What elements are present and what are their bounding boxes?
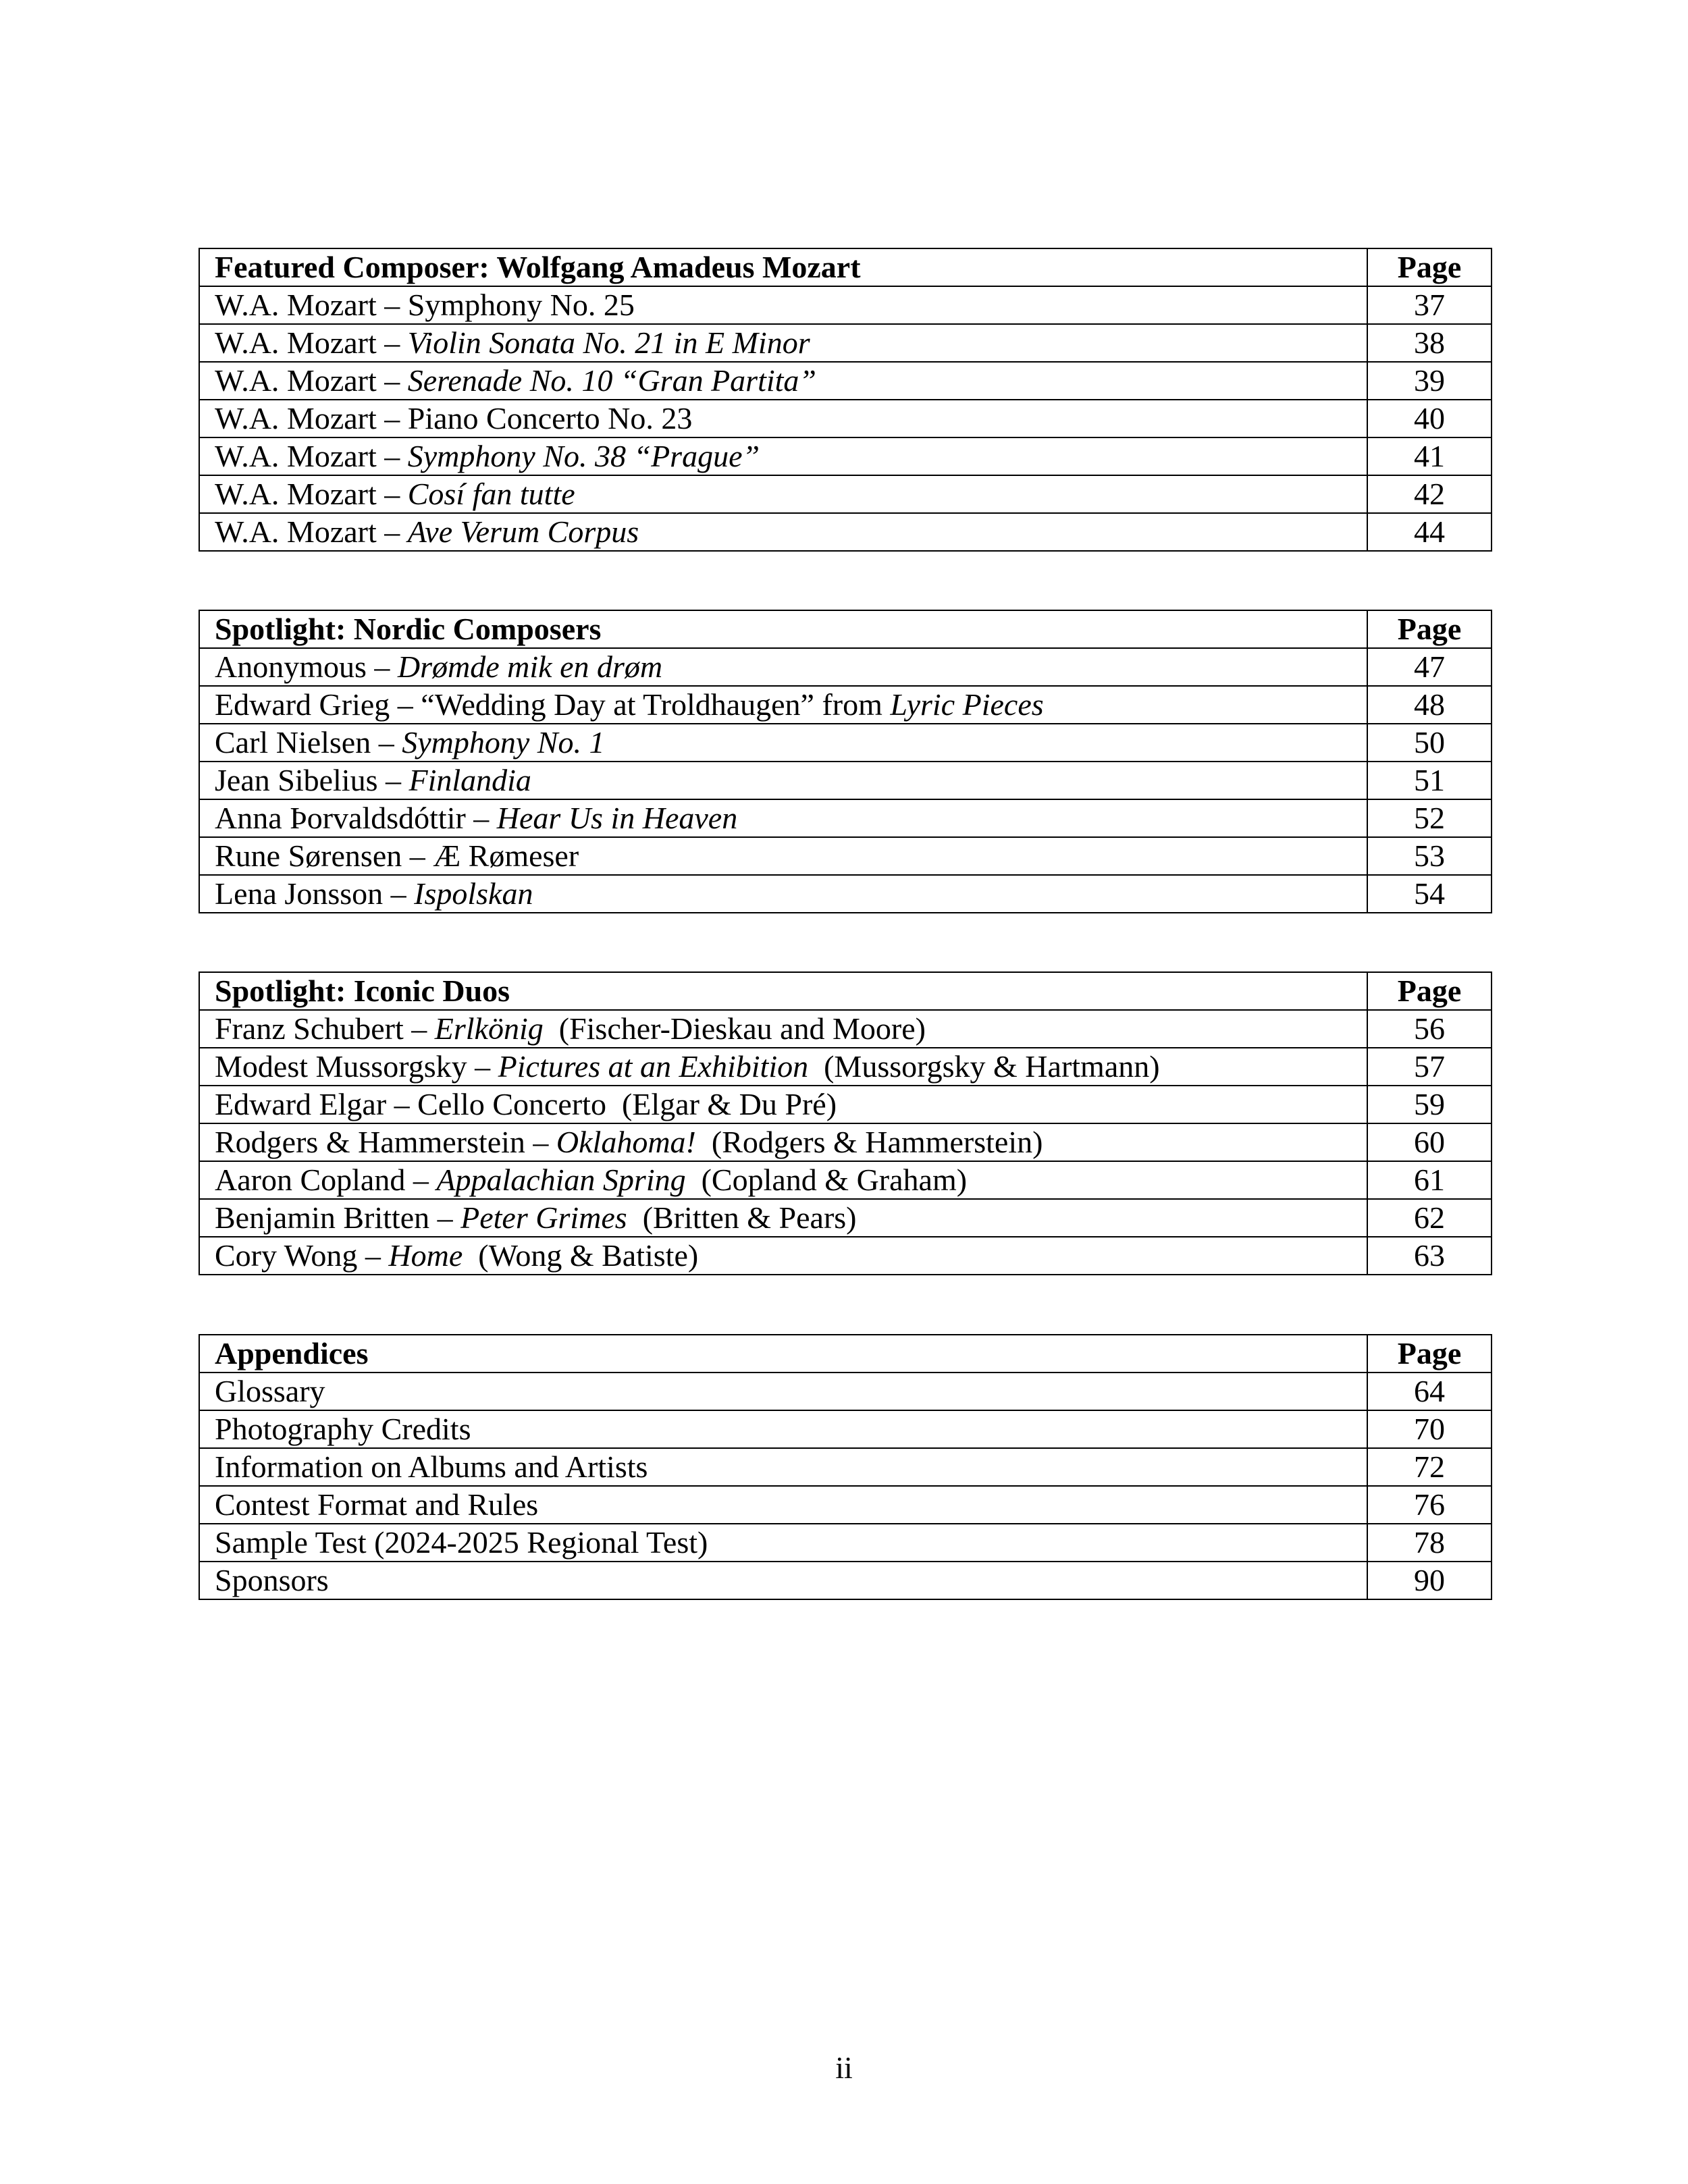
toc-entry-row <box>199 1123 1492 1161</box>
toc-entry-title <box>199 1123 1367 1161</box>
toc-entry-title <box>199 513 1367 551</box>
entry-page-number: 38 <box>1367 324 1492 362</box>
entry-composer: W.A. Mozart – <box>215 477 400 511</box>
entry-work: Home <box>388 1238 463 1273</box>
toc-entry-row <box>199 762 1492 799</box>
entry-composer: Anna Þorvaldsdóttir – <box>215 801 490 835</box>
toc-entry-title <box>199 362 1367 400</box>
entry-composer: Edward Grieg – “Wedding Day at Troldhaugen” from <box>215 687 882 722</box>
entry-page-number: 76 <box>1367 1486 1492 1524</box>
toc-entry-title <box>199 1237 1367 1275</box>
page-column-heading: Page <box>1367 972 1492 1010</box>
toc-entry-row <box>199 648 1492 686</box>
entry-work: Lyric Pieces <box>890 687 1044 722</box>
entry-work: Oklahoma! <box>556 1125 696 1159</box>
toc-entry-row <box>199 475 1492 513</box>
toc-entry-row <box>199 1048 1492 1086</box>
entry-work: Violin Sonata No. 21 in E Minor <box>407 325 810 360</box>
toc-entry-row <box>199 437 1492 475</box>
entry-performers: (Fischer-Dieskau and Moore) <box>558 1011 926 1046</box>
entry-composer: Sample Test (2024-2025 Regional Test) <box>215 1525 708 1560</box>
entry-work: Ave Verum Corpus <box>407 514 639 549</box>
entry-page-number: 63 <box>1367 1237 1492 1275</box>
toc-entry-row <box>199 1086 1492 1123</box>
entry-performers: (Britten & Pears) <box>642 1200 857 1235</box>
entry-page-number: 64 <box>1367 1373 1492 1410</box>
entry-work: Cello Concerto <box>417 1087 606 1121</box>
entry-page-number: 52 <box>1367 799 1492 837</box>
toc-entry-row <box>199 286 1492 324</box>
toc-entry-title <box>199 437 1367 475</box>
entry-composer: Photography Credits <box>215 1412 471 1446</box>
toc-entry-title <box>199 475 1367 513</box>
entry-performers: (Wong & Batiste) <box>478 1238 699 1273</box>
entry-work: Symphony No. 1 <box>402 725 605 760</box>
entry-composer: Modest Mussorgsky – <box>215 1049 491 1084</box>
toc-entry-title <box>199 1048 1367 1086</box>
entry-page-number: 78 <box>1367 1524 1492 1562</box>
entry-work: Serenade No. 10 “Gran Partita” <box>407 363 817 398</box>
entry-page-number: 40 <box>1367 400 1492 437</box>
entry-composer: W.A. Mozart – <box>215 363 400 398</box>
toc-entry-title <box>199 1448 1367 1486</box>
toc-entry-title <box>199 324 1367 362</box>
entry-composer: Glossary <box>215 1374 325 1408</box>
entry-composer: Rune Sørensen – <box>215 838 425 873</box>
toc-entry-title <box>199 724 1367 762</box>
toc-entry-row <box>199 1524 1492 1562</box>
entry-composer: W.A. Mozart – <box>215 401 400 435</box>
toc-entry-title <box>199 1010 1367 1048</box>
section-heading: Spotlight: Nordic Composers <box>199 610 1367 648</box>
section-header-row <box>199 248 1492 286</box>
section-heading: Appendices <box>199 1335 1367 1373</box>
toc-entry-title <box>199 762 1367 799</box>
entry-work: Drømde mik en drøm <box>397 649 663 684</box>
entry-composer: Benjamin Britten – <box>215 1200 453 1235</box>
entry-page-number: 60 <box>1367 1123 1492 1161</box>
entry-page-number: 59 <box>1367 1086 1492 1123</box>
toc-entry-title <box>199 686 1367 724</box>
entry-page-number: 50 <box>1367 724 1492 762</box>
entry-performers: (Elgar & Du Pré) <box>621 1087 837 1121</box>
toc-entry-title <box>199 875 1367 913</box>
entry-work: Appalachian Spring <box>436 1163 686 1197</box>
entry-page-number: 42 <box>1367 475 1492 513</box>
entry-performers: (Copland & Graham) <box>701 1163 968 1197</box>
toc-entry-row <box>199 1237 1492 1275</box>
entry-work: Pictures at an Exhibition <box>498 1049 809 1084</box>
entry-composer: Edward Elgar – <box>215 1087 410 1121</box>
toc-entry-title <box>199 1199 1367 1237</box>
entry-page-number: 54 <box>1367 875 1492 913</box>
toc-entry-row <box>199 1161 1492 1199</box>
entry-composer: Anonymous – <box>215 649 390 684</box>
toc-entry-title <box>199 400 1367 437</box>
toc-entry-row <box>199 875 1492 913</box>
toc-entry-title <box>199 837 1367 875</box>
page-column-heading: Page <box>1367 1335 1492 1373</box>
entry-composer: Jean Sibelius – <box>215 763 401 797</box>
entry-work: Peter Grimes <box>460 1200 627 1235</box>
entry-composer: Sponsors <box>215 1563 329 1597</box>
entry-composer: Contest Format and Rules <box>215 1487 539 1522</box>
toc-entry-title <box>199 1562 1367 1599</box>
toc-entry-title <box>199 1524 1367 1562</box>
entry-work: Erlkönig <box>434 1011 544 1046</box>
toc-entry-title <box>199 1410 1367 1448</box>
toc-entry-row <box>199 324 1492 362</box>
toc-entry-row <box>199 837 1492 875</box>
toc-entry-row <box>199 724 1492 762</box>
entry-performers: (Mussorgsky & Hartmann) <box>824 1049 1160 1084</box>
page-number: ii <box>835 2050 853 2085</box>
section-header-row <box>199 1335 1492 1373</box>
entry-page-number: 39 <box>1367 362 1492 400</box>
toc-entry-row <box>199 1562 1492 1599</box>
toc-entry-title <box>199 1161 1367 1199</box>
entry-work: Symphony No. 38 “Prague” <box>407 439 760 473</box>
entry-page-number: 56 <box>1367 1010 1492 1048</box>
entry-page-number: 70 <box>1367 1410 1492 1448</box>
entry-page-number: 47 <box>1367 648 1492 686</box>
page-column-heading: Page <box>1367 610 1492 648</box>
entry-composer: Cory Wong – <box>215 1238 381 1273</box>
entry-composer: Rodgers & Hammerstein – <box>215 1125 549 1159</box>
entry-page-number: 41 <box>1367 437 1492 475</box>
toc-entry-row <box>199 362 1492 400</box>
toc-section-nordic <box>199 610 1492 913</box>
section-heading: Featured Composer: Wolfgang Amadeus Mozart <box>199 248 1367 286</box>
entry-composer: W.A. Mozart – <box>215 288 400 322</box>
entry-composer: W.A. Mozart – <box>215 514 400 549</box>
toc-section-mozart <box>199 248 1492 552</box>
entry-page-number: 62 <box>1367 1199 1492 1237</box>
entry-composer: W.A. Mozart – <box>215 439 400 473</box>
toc-entry-row <box>199 1486 1492 1524</box>
page-column-heading: Page <box>1367 248 1492 286</box>
entry-performers: (Rodgers & Hammerstein) <box>711 1125 1043 1159</box>
entry-page-number: 90 <box>1367 1562 1492 1599</box>
entry-composer: Lena Jonsson – <box>215 876 406 911</box>
entry-work: Cosí fan tutte <box>407 477 575 511</box>
entry-page-number: 53 <box>1367 837 1492 875</box>
toc-entry-title <box>199 1086 1367 1123</box>
entry-page-number: 51 <box>1367 762 1492 799</box>
section-heading: Spotlight: Iconic Duos <box>199 972 1367 1010</box>
toc-entry-row <box>199 1199 1492 1237</box>
entry-composer: Information on Albums and Artists <box>215 1449 648 1484</box>
toc-entry-title <box>199 799 1367 837</box>
toc-entry-row <box>199 513 1492 551</box>
entry-page-number: 48 <box>1367 686 1492 724</box>
entry-page-number: 44 <box>1367 513 1492 551</box>
entry-work: Ispolskan <box>414 876 533 911</box>
entry-work: Æ Rømeser <box>433 838 579 873</box>
entry-composer: Franz Schubert – <box>215 1011 427 1046</box>
entry-page-number: 61 <box>1367 1161 1492 1199</box>
entry-page-number: 57 <box>1367 1048 1492 1086</box>
entry-composer: Aaron Copland – <box>215 1163 429 1197</box>
toc-entry-row <box>199 400 1492 437</box>
section-header-row <box>199 972 1492 1010</box>
entry-composer: W.A. Mozart – <box>215 325 400 360</box>
entry-page-number: 37 <box>1367 286 1492 324</box>
toc-section-iconic-duos <box>199 971 1492 1275</box>
toc-entry-row <box>199 799 1492 837</box>
toc-entry-title <box>199 1373 1367 1410</box>
section-header-row <box>199 610 1492 648</box>
toc-entry-row <box>199 1010 1492 1048</box>
entry-composer: Carl Nielsen – <box>215 725 394 760</box>
toc-entry-row <box>199 686 1492 724</box>
toc-entry-row <box>199 1373 1492 1410</box>
entry-work: Symphony No. 25 <box>407 288 635 322</box>
toc-entry-row <box>199 1410 1492 1448</box>
toc-entry-title <box>199 648 1367 686</box>
toc-section-appendices <box>199 1334 1492 1600</box>
toc-entry-title <box>199 286 1367 324</box>
entry-work: Finlandia <box>408 763 531 797</box>
entry-page-number: 72 <box>1367 1448 1492 1486</box>
toc-entry-row <box>199 1448 1492 1486</box>
entry-work: Hear Us in Heaven <box>496 801 738 835</box>
toc-entry-title <box>199 1486 1367 1524</box>
entry-work: Piano Concerto No. 23 <box>407 401 693 435</box>
